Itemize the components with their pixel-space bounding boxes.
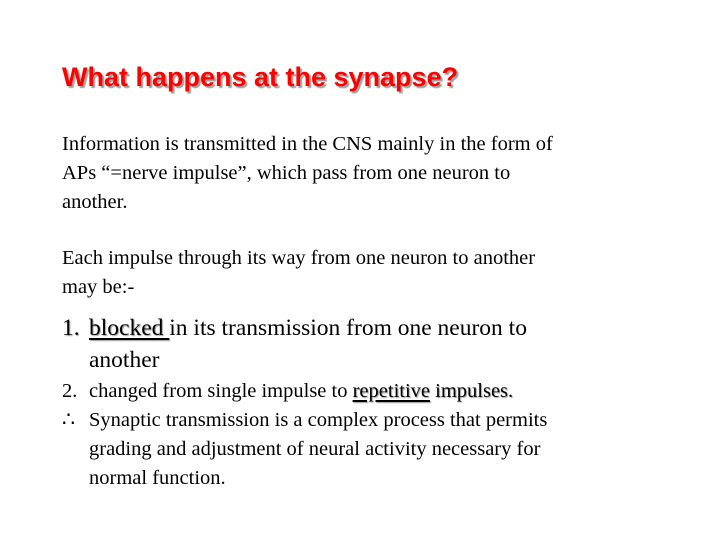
blocked-line-2: another <box>89 347 160 373</box>
impulse-line-2: may be:- <box>62 276 135 298</box>
repetitive-term: repetitive <box>352 380 431 402</box>
therefore-marker: ∴ <box>62 409 76 431</box>
conclusion-line-3: normal function. <box>89 467 226 489</box>
repetitive-before: changed from single impulse to <box>89 380 353 402</box>
intro-paragraph <box>62 130 652 217</box>
blocked-rest: in its transmission from one neuron to <box>169 315 527 341</box>
impulse-paragraph <box>62 244 652 302</box>
impulse-line-1: Each impulse through its way from one neuron to another <box>62 247 536 269</box>
list-marker-2: 2. <box>62 380 78 402</box>
conclusion-line-2: grading and adjustment of neural activity necessary for <box>89 438 541 460</box>
intro-line-3: another. <box>62 191 128 213</box>
repetitive-after: impulses. <box>430 380 514 402</box>
intro-line-2: APs “=nerve impulse”, which pass from one neuron to <box>62 162 511 184</box>
conclusion-line-1: Synaptic transmission is a complex process that permits <box>89 409 548 431</box>
list-marker-1: 1. <box>62 315 80 341</box>
blocked-term: blocked <box>89 315 170 341</box>
intro-line-1: Information is transmitted in the CNS mainly in the form of <box>62 133 553 155</box>
slide-title: What happens at the synapse? <box>62 62 459 92</box>
